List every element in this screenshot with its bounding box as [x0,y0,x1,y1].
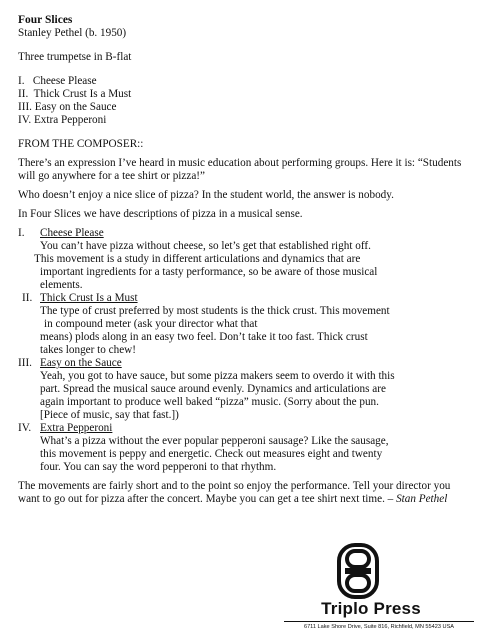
movement-line: part. Spread the musical sauce around evenly. Dynamics and articulations are [40,383,386,395]
movement-line: [Piece of music, say that fast.]) [40,409,179,421]
movement-line: important ingredients for a tasty performance, so be aware of those musical [40,266,378,278]
movement-title: Thick Crust Is a Must [40,292,138,304]
movement-list-item: III. Easy on the Sauce [18,101,117,113]
movement-line: four. You can say the word pepperoni to that rhythm. [40,461,277,473]
triplo-loops-logo-icon [336,542,380,600]
movement-title: Easy on the Sauce [40,357,122,369]
movement-line: You can’t have pizza without cheese, so let’s get that established right off. [40,240,371,252]
movement-list-item: I. Cheese Please [18,75,97,87]
movement-list-item: II. Thick Crust Is a Must [18,88,132,100]
movement-line: this movement is peppy and energetic. Check out measures eight and twenty [40,448,383,460]
movement-line: means) plods along in an easy two feel. Don’t take it too fast. Thick crust [40,331,368,343]
publisher-name: Triplo Press [321,599,421,618]
movement-line: Yeah, you got to have sauce, but some pizza makers seem to overdo it with this [40,370,395,382]
publisher-logo [284,542,474,632]
composer-signature: Stan Pethel [396,493,448,505]
movement-line: again important to produce well baked “pizza” music. (Sorry about the pun. [40,396,379,408]
movement-number: I. [18,227,25,239]
movement-line: takes longer to chew! [40,344,136,356]
piece-title: Four Slices [18,14,73,26]
document-page [18,14,464,506]
movement-line: elements. [40,279,83,291]
publisher-divider [284,621,474,622]
movement-note [18,357,464,422]
publisher-address: 6711 Lake Shore Drive, Suite 816, Richfield, MN 55423 USA [303,624,455,630]
intro-paragraph: There’s an expression I’ve heard in music education about performing groups. Here it is: “Students will go anywhere for a tee shirt or pizza!” [18,157,462,182]
movement-line: What’s a pizza without the ever popular pepperoni sausage? Like the sausage, [40,435,389,447]
closing-paragraph [18,480,464,506]
instrumentation: Three trumpetse in B-flat [18,51,132,63]
movement-line: This movement is a study in different articulations and dynamics that are [34,253,361,265]
movement-note [18,227,464,292]
movement-number: II. [22,292,33,304]
movement-list [18,75,464,127]
movement-number: IV. [18,422,32,434]
movement-title: Cheese Please [40,227,104,239]
composer-notes-heading: FROM THE COMPOSER:: [18,138,144,150]
intro-paragraph: Who doesn’t enjoy a nice slice of pizza? In the student world, the answer is nobody. [18,189,394,201]
movement-number: III. [18,357,32,369]
movement-list-item: IV. Extra Pepperoni [18,114,107,126]
movement-title: Extra Pepperoni [40,422,113,434]
movement-note [18,422,464,474]
intro-paragraph: In Four Slices we have descriptions of pizza in a musical sense. [18,208,303,220]
movement-line: The type of crust preferred by most students is the thick crust. This movement [40,305,390,317]
closing-text: The movements are fairly short and to the point so enjoy the performance. Tell your director you want to go out for pizza after the concert. Maybe you can get a tee shirt next time. – [18,480,451,505]
movement-note [18,292,464,357]
movement-line: in compound meter (ask your director what that [44,318,258,330]
composer-credit: Stanley Pethel (b. 1950) [18,27,127,39]
